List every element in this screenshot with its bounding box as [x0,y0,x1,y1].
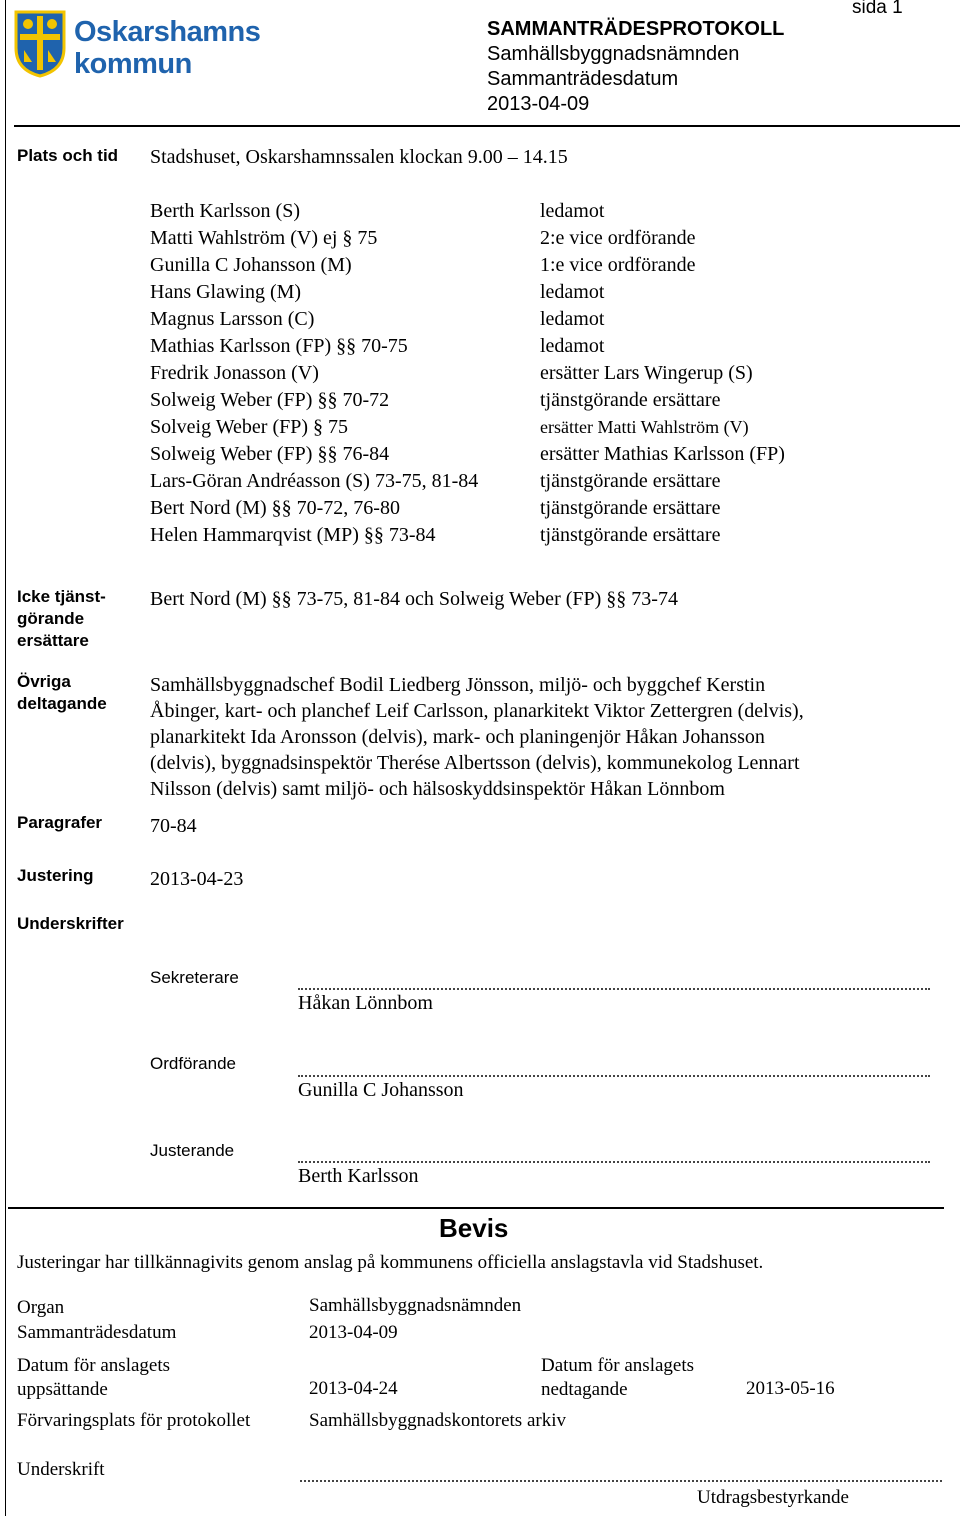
non-serving-label-line2: görande [17,609,85,628]
attendee-row [150,225,850,252]
attendee-row [150,306,850,333]
attendee-name: Matti Wahlström (V) ej § 75 [150,227,378,249]
organ-value: Samhällsbyggnadsnämnden [309,1295,522,1316]
bevis-signature-label: Underskrift [17,1459,105,1480]
paragraphs-value: 70-84 [150,815,197,837]
attendee-name: Lars-Göran Andréasson (S) 73-75, 81-84 [150,470,479,492]
logo-text-line1: Oskarshamns [74,16,261,48]
others-line: (delvis), byggnadsinspektör Therése Albertsson (delvis), kommunekolog Lennart [150,752,800,774]
attendee-role: tjänstgörande ersättare [540,497,721,519]
place-label: Plats och tid [17,146,119,165]
attendee-role: tjänstgörande ersättare [540,389,721,411]
others-label-line1: Övriga [17,672,71,691]
meeting-date: 2013-04-09 [487,93,590,115]
others-value [150,672,804,802]
attendee-role: ledamot [540,335,605,357]
attendee-role: ersätter Lars Wingerup (S) [540,362,753,384]
attendee-name: Fredrik Jonasson (V) [150,362,319,384]
attendee-role: ledamot [540,308,605,330]
attendee-role: ersätter Mathias Karlsson (FP) [540,443,785,465]
signature-role-adjuster: Justerande [150,1141,235,1160]
others-line: Samhällsbyggnadschef Bodil Liedberg Jönsson, miljö- och byggchef Kerstin [150,674,766,696]
non-serving-label-line1: Icke tjänst- [17,587,106,606]
organ-label: Organ [17,1297,65,1318]
committee-name: Samhällsbyggnadsnämnden [487,43,740,65]
doc-type: SAMMANTRÄDESPROTOKOLL [487,18,785,40]
coat-of-arms-icon [14,10,66,78]
others-line: planarkitekt Ida Aronsson (delvis), mark- och planingenjör Håkan Johansson [150,726,765,748]
attendee-name: Solweig Weber (FP) §§ 76-84 [150,443,390,465]
header-divider [14,125,960,127]
signature-name-chair: Gunilla C Johansson [298,1079,464,1101]
bevis-title: Bevis [439,1213,509,1243]
attendee-row [150,441,850,468]
others-label-line2: deltagande [17,694,107,713]
page-number: sida 1 [852,0,903,18]
attendee-role: tjänstgörande ersättare [540,470,721,492]
place-value: Stadshuset, Oskarshamnssalen klockan 9.00 – 14.15 [150,146,568,168]
bevis-divider [8,1207,944,1209]
attendee-list [150,198,850,549]
posted-label [17,1354,170,1402]
meeting-date-label: Sammanträdesdatum [487,68,679,90]
attendee-row [150,387,850,414]
others-line: Nilsson (delvis) samt miljö- och hälsoskyddsinspektör Håkan Lönnbom [150,778,725,800]
attendee-name: Helen Hammarqvist (MP) §§ 73-84 [150,524,436,546]
removed-label-line2: nedtagande [541,1379,628,1400]
non-serving-value: Bert Nord (M) §§ 73-75, 81-84 och Solweig Weber (FP) §§ 73-74 [150,588,678,610]
municipality-logo [14,10,264,82]
justering-value: 2013-04-23 [150,868,244,890]
attendee-role: 1:e vice ordförande [540,254,696,276]
posted-label-line1: Datum för anslagets [17,1355,171,1376]
removed-label [541,1354,694,1402]
removed-label-line1: Datum för anslagets [541,1355,695,1376]
posted-value: 2013-04-24 [309,1378,398,1399]
signature-line-chair [298,1075,930,1077]
extract-label: Utdragsbestyrkande [697,1487,849,1508]
attendee-name: Berth Karlsson (S) [150,200,300,222]
attendee-name: Solweig Weber (FP) §§ 70-72 [150,389,390,411]
attendee-row [150,495,850,522]
bevis-date-value: 2013-04-09 [309,1322,398,1343]
others-label [17,671,107,715]
attendee-name: Gunilla C Johansson (M) [150,254,352,276]
attendee-name: Hans Glawing (M) [150,281,302,303]
non-serving-label [17,586,106,652]
signature-role-chair: Ordförande [150,1054,236,1073]
attendee-role: ersätter Matti Wahlström (V) [540,417,749,437]
attendee-row [150,468,850,495]
attendee-name: Mathias Karlsson (FP) §§ 70-75 [150,335,408,357]
bevis-signature-line [300,1480,942,1482]
attendee-row [150,279,850,306]
logo-text-line2: kommun [74,48,192,80]
attendee-row [150,360,850,387]
attendee-row [150,414,850,441]
attendee-row [150,522,850,549]
attendee-role: ledamot [540,281,605,303]
signature-line-secretary [298,988,930,990]
bevis-date-label: Sammanträdesdatum [17,1322,177,1343]
attendee-name: Magnus Larsson (C) [150,308,315,330]
paragraphs-label: Paragrafer [17,813,103,832]
attendee-role: 2:e vice ordförande [540,227,696,249]
posted-label-line2: uppsättande [17,1379,108,1400]
others-line: Åbinger, kart- och planchef Leif Carlsson, planarkitekt Viktor Zettergren (delvis), [150,700,804,722]
signature-line-adjuster [298,1161,930,1163]
storage-label: Förvaringsplats för protokollet [17,1410,251,1431]
justering-label: Justering [17,866,94,885]
signature-name-adjuster: Berth Karlsson [298,1165,419,1187]
signature-role-secretary: Sekreterare [150,968,239,987]
attendee-row [150,252,850,279]
attendee-role: tjänstgörande ersättare [540,524,721,546]
signatures-label: Underskrifter [17,914,124,933]
signature-name-secretary: Håkan Lönnbom [298,992,433,1014]
attendee-name: Bert Nord (M) §§ 70-72, 76-80 [150,497,400,519]
attendee-role: ledamot [540,200,605,222]
attendee-row [150,333,850,360]
removed-value: 2013-05-16 [746,1378,835,1399]
left-margin-line [5,0,6,1516]
attendee-name: Solveig Weber (FP) § 75 [150,416,349,438]
attendee-row [150,198,850,225]
bevis-text: Justeringar har tillkännagivits genom anslag på kommunens officiella anslagstavla vid Stadshuset. [17,1252,764,1273]
storage-value: Samhällsbyggnadskontorets arkiv [309,1410,566,1431]
non-serving-label-line3: ersättare [17,631,89,650]
